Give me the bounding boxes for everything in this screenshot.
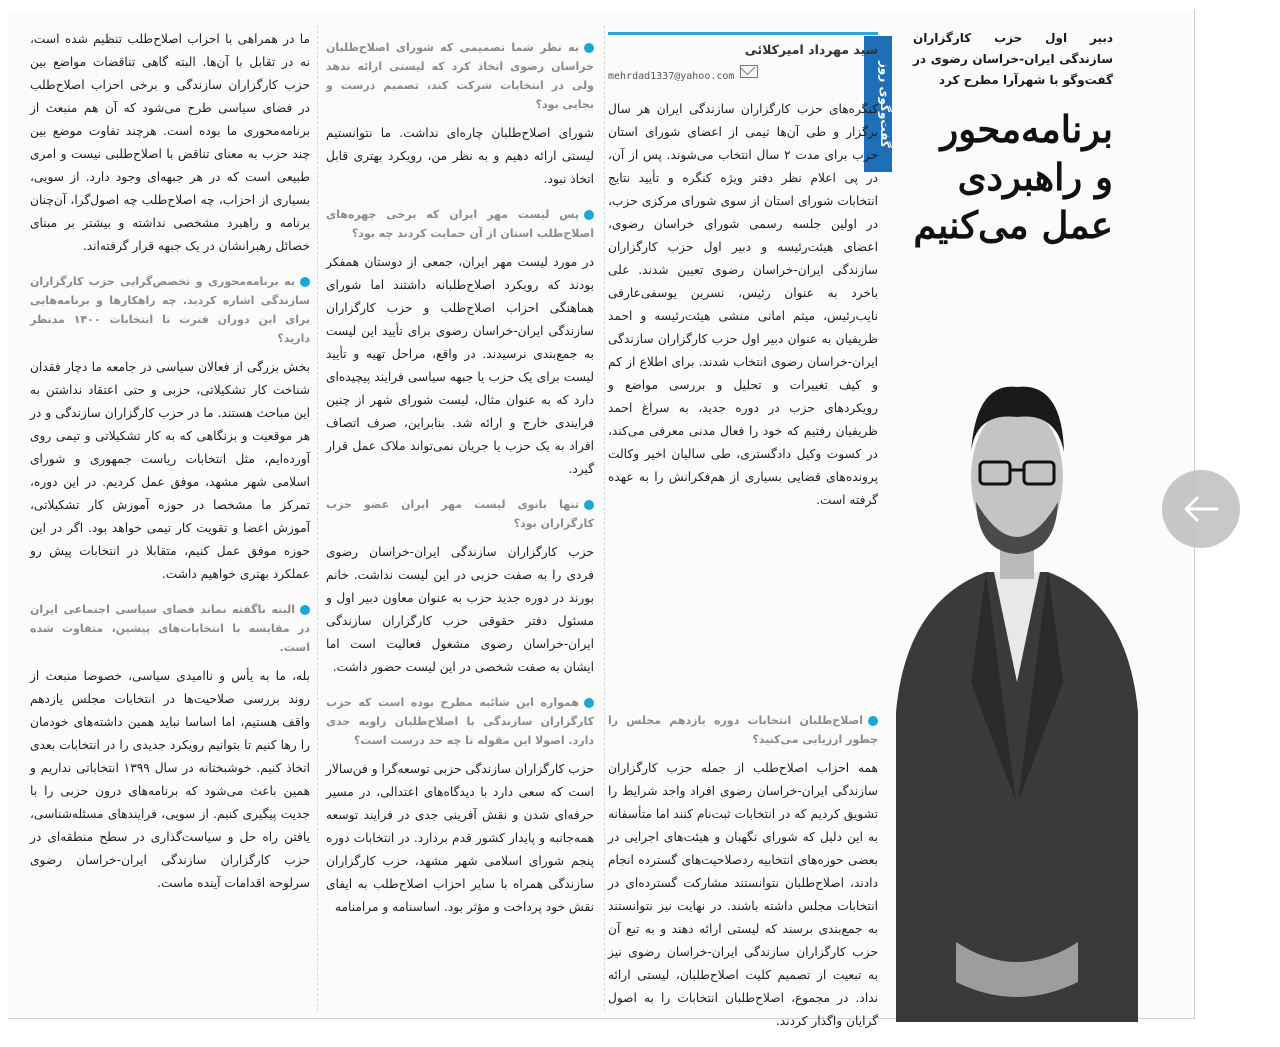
question	[326, 495, 594, 533]
answer-paragraph: همه احزاب اصلاح‌طلب از جمله حزب کارگزاران سازندگی ایران-خراسان رضوی افراد واجد شرایط را تشویق کردیم که در انتخابات ثبت‌نام کنند اما متأسفانه به این دلیل که شورای نگهبان و هیئت‌های اجرایی در بعضی حوزه‌های انتخابیه ردصلاحیت‌های گسترده انجام دادند، اصلاح‌طلبان نتوانستند مشارکت گسترده‌ای در انتخابات مجلس داشته باشند. در نهایت نیز نتوانستند به جمع‌بندی برسند که لیستی ارائه دهند و به تبع آن حزب کارگزاران سازندگی ایران-خراسان رضوی نیز به تبعیت از تصمیم کلیت اصلاح‌طلبان، لیستی ارائه نداد. در مجموع، اصلاح‌طلبان انتخابات را به اصول گرایان واگذار کردند.	[608, 761, 878, 1028]
question-text: پس لیست مهر ایران که برخی چهره‌های اصلاح‌طلب استان از آن حمایت کردند چه بود؟	[326, 208, 594, 240]
qa-column-middle	[326, 28, 594, 933]
newspaper-page	[8, 10, 1195, 1028]
intro-paragraph: کنگره‌های حزب کارگزاران سازندگی ایران هر سال برگزار و طی آن‌ها تیمی از اعضای شورای استان حزب برای مدت ۲ سال انتخاب می‌شوند. پس از آن، در پی اعلام نظر دفتر ویژه کنگره و تأیید نتایج انتخابات شورای استان از سوی شورای مرکزی حزب، در اولین جلسه رسمی شورای خراسان رضوی، اعضای هیئت‌رئیسه و دبیر اول حزب کارگزاران سازندگی ایران-خراسان رضوی تعیین شدند. علی باخرد به عنوان رئیس، نسرین یوسفی‌عارفی نایب‌رئیس، میثم امانی منشی هیئت‌رئیسه و احمد ظریفیان به عنوان دبیر اول حزب کارگزاران سازندگی ایران-خراسان رضوی انتخاب شدند. برای اطلاع از کم و کیف تغییرات و تحلیل و بررسی مواضع و رویکردهای حزب در دوره جدید، به سراغ احمد ظریفیان رفتیم که خود را فعال مدنی معرفی می‌کند، در کسوت وکیل دادگستری، طی سالیان اخیر وکالت پرونده‌های قضایی بسیاری از هم‌فکرانش را به عهده گرفته است.	[608, 102, 878, 507]
intro-column	[608, 32, 878, 1047]
question	[326, 693, 594, 750]
kicker: دبیر اول حزب کارگزاران سازندگی ایران-خراسان رضوی در گفت‌وگو با شهرآرا مطرح کرد	[913, 31, 1113, 87]
byline	[608, 32, 878, 88]
answer-paragraph: در مورد لیست مهر ایران، جمعی از دوستان همفکر بودند که رویکرد اصلاح‌طلبانه داشتند اما شورای هماهنگی احزاب اصلاح‌طلب و حزب کارگزاران سازندگی ایران-خراسان رضوی برای تأیید این لیست به جمع‌بندی نرسیدند. در واقع، مراحل تهیه و تأیید لیست برای یک حزب یا جبهه سیاسی فرایند پیچیده‌ای دارد که به عنوان مثال، لیست شورای شهر از چنین فرایندی خارج و ارائه شد. بنابراین، صرف اتصاف افراد به یک حزب یا جریان نمی‌تواند ملاک عمل قرار گیرد.	[326, 255, 594, 476]
answer-paragraph: شورای اصلاح‌طلبان چاره‌ای نداشت. ما نتوانستیم لیستی ارائه دهیم و به نظر من، رویکرد بهتری قابل اتخاذ نبود.	[326, 126, 594, 186]
question-text: همواره این شائبه مطرح بوده است که حزب کارگزاران سازندگی با اصلاح‌طلبان زاویه جدی دارد. اصولا این مقوله تا چه حد درست است؟	[326, 696, 594, 747]
bullet-dot-icon	[300, 277, 310, 287]
answer-paragraph: بخش بزرگی از فعالان سیاسی در جامعه ما دچار فقدان شناخت کار تشکیلاتی، حزبی و حتی اعتقاد نداشتن به این مباحث هستند. ما در حزب کارگزاران سازندگی و در هر موقعیت و بزنگاهی که به کار تشکیلاتی و تیمی روی آورده‌ایم، مثل انتخابات ریاست جمهوری و شورای اسلامی شهر مشهد، موفق عمل کردیم. در این دوره، تمرکز ما مشخصا در حوزه آموزش کار تشکیلاتی، آموزش اعضا و تقویت کار تیمی خواهد بود. اگر در این حوزه موفق عمل کنیم، متقابلا در انتخابات پیش رو عملکرد بهتری خواهیم داشت.	[30, 360, 310, 581]
question	[326, 205, 594, 243]
question-text: تنها بانوی لیست مهر ایران عضو حزب کارگزاران بود؟	[326, 498, 594, 530]
author-email[interactable]: mehrdad1337@yahoo.com	[608, 71, 735, 82]
email-icon	[740, 65, 758, 78]
question	[30, 272, 310, 348]
bullet-dot-icon	[584, 43, 594, 53]
headline-column	[913, 28, 1113, 249]
author-name: سید مهرداد امیرکلائی	[608, 32, 878, 61]
headline: برنامه‌محور و راهبردی عمل می‌کنیم	[913, 107, 1113, 247]
person-figure	[896, 387, 1138, 1022]
answer-paragraph: حزب کارگزاران سازندگی حزبی توسعه‌گرا و فن‌سالار است که سعی دارد با دیدگاه‌های اعتدالی، در مسیر حرفه‌ای شدن و نقش آفرینی جدی در فرایند توسعه همه‌جانبه و پایدار کشور قدم بردارد. در انتخابات دوره پنجم شورای اسلامی شهر مشهد، حزب کارگزاران سازندگی همراه با سایر احزاب اصلاح‌طلب به ایفای نقش خود پرداخت و مؤثر بود. اساسنامه و مرامنامه	[326, 762, 594, 914]
qa-column-left	[30, 28, 310, 909]
previous-page-button[interactable]	[1162, 470, 1240, 548]
question-text: اصلاح‌طلبان انتخابات دوره یازدهم مجلس را چطور ارزیابی می‌کنید؟	[608, 714, 878, 746]
answer-paragraph: حزب کارگزاران سازندگی ایران-خراسان رضوی فردی را به صفت حزبی در این لیست نداشت. خانم بورند در دوره جدید حزب به عنوان معاون دبیر اول و مسئول دفتر حقوقی حزب کارگزاران سازندگی ایران-خراسان رضوی مشغول فعالیت است اما ایشان به صفت شخصی در این لیست حضور داشت.	[326, 545, 594, 674]
question-text: به برنامه‌محوری و تخصص‌گرایی حزب کارگزاران سازندگی اشاره کردید. چه راهکارها و برنامه‌هایی برای این دوران فترت تا انتخابات ۱۴۰۰ مدنظر دارید؟	[30, 275, 310, 345]
question-text: البته ناگفته نماند فضای سیاسی اجتماعی ایران در مقایسه با انتخابات‌های پیشین، متفاوت شده است.	[30, 603, 310, 654]
answer-paragraph: بله، ما به یأس و ناامیدی سیاسی، خصوصا منبعث از روند بررسی صلاحیت‌ها در انتخابات مجلس یازدهم واقف هستیم، اما اساسا نباید همین داشته‌های خودمان را رها کنیم تا بتوانیم رویکرد جدیدی را در انتخابات بعدی اتخاذ کنیم. خوشبختانه در سال ۱۳۹۹ انتخاباتی نداریم و همین باعث می‌شود که برنامه‌های درون حزبی را با جدیت پیگیری کنیم. از سویی، فرایندهای مسئله‌شناسی، یافتن راه حل و سیاست‌گذاری در سطح منطقه‌ای در حزب کارگزاران سازندگی ایران-خراسان رضوی سرلوحه اقدامات آینده ماست.	[30, 669, 310, 890]
column-divider	[317, 26, 318, 1011]
arrow-left-icon	[1181, 494, 1221, 524]
author-email-row	[608, 65, 878, 88]
continued-paragraph: ما در همراهی با احزاب اصلاح‌طلب تنظیم شده است، نه در تقابل با آن‌ها. البته گاهی تناقضات مواضع بین حزب کارگزاران سازندگی و برخی احزاب اصلاح‌طلب در فضای سیاسی طرح می‌شود که آن هم منبعث از برنامه‌محوری ما بوده است. هرچند تفاوت موضع بین چند حزب به معنای تناقض با اصلاح‌طلبی نیست و امری طبیعی است که در هر جبهه‌ای وجود دارد. از سویی، بسیاری از احزاب، چه اصلاح‌طلب چه اصول‌گرا، آن‌چنان برنامه و راهبرد مشخصی نداشته و بیشتر بر مبنای خصائل رهبرانشان در یک جبهه قرار گرفته‌اند.	[30, 32, 310, 253]
column-divider	[604, 26, 605, 1011]
photo-spacer	[608, 526, 878, 701]
bullet-dot-icon	[584, 210, 594, 220]
bullet-dot-icon	[300, 605, 310, 615]
question-text: به نظر شما تصمیمی که شورای اصلاح‌طلبان خراسان رضوی اتخاذ کرد که لیستی ارائه ندهد ولی در انتخابات شرکت کند، تصمیم درست و بجایی بود؟	[326, 41, 594, 111]
bullet-dot-icon	[584, 698, 594, 708]
bullet-dot-icon	[584, 500, 594, 510]
question	[30, 600, 310, 657]
question	[608, 711, 878, 749]
section-tag: گفت‌وگوی روز	[864, 36, 892, 172]
interviewee-photo	[876, 382, 1158, 1022]
question	[326, 38, 594, 114]
